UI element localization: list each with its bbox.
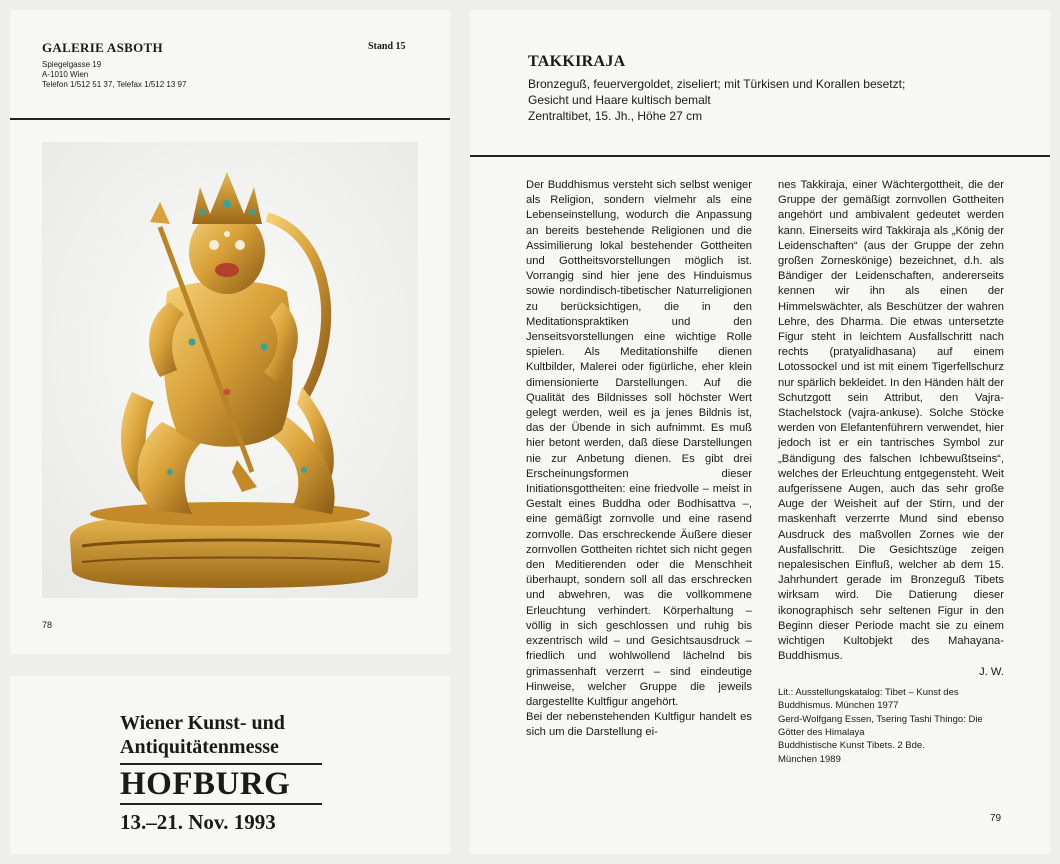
subtitle-line: Gesicht und Haare kultisch bemalt	[528, 93, 711, 107]
body-column-1	[526, 178, 752, 741]
literature-line: Gerd-Wolfgang Essen, Tsering Tashi Thingo: Die Götter des Himalaya	[778, 713, 983, 738]
stand-number: Stand 15	[368, 41, 406, 52]
literature-line: München 1989	[778, 753, 841, 765]
body-paragraph: Bei der nebenstehenden Kultfigur handelt es sich um die Darstellung ei-	[526, 711, 752, 739]
address-phone: Telefon 1/512 51 37, Telefax 1/512 13 97	[42, 80, 187, 89]
literature-line: Buddhistische Kunst Tibets. 2 Bde.	[778, 740, 925, 752]
fair-title-line1: Wiener Kunst- und	[120, 712, 285, 734]
body-paragraph: nes Takkiraja, einer Wächtergottheit, die der Gruppe der gemäßigt zornvollen Gottheiten angehört und ambivalent gedeutet werden kann. Einerseits wird Takkiraja als „König der Leidenschaften“ (aus der Gruppe der zehn großen Zorneskönige) bezeichnet, d.h. als Bändiger der Leidenschaften, andererseits kennen wir ihn als einen der Himmelswächter, als Beschützer der wahren Lehre, des Dharma. Die etwas untersetzte Figur steht in leichtem Ausfallschritt nach rechts (pratyalidhasana) auf einem Lotossockel und ist mit einem Tigerfellschurz nur spärlich bekleidet. In den Händen hält der Schutzgott sein Attribut, den Vajra-Stachelstock (vajra-ankuse). Solche Stöcke werden von Elefantenführern verwendet, hier jedoch ist er ein tantrisches Symbol zur „Bändigung des falschen Ichbewußtseins“, welches der Erleuchtung entgegensteht. Weit aufgerissene Augen, auch das sehr große Auge der Weisheit auf der Stirn, und der maskenhaft verzerrte Mund sind ebenso Ausdruck des maßvollen Zornes wie der Ausfallschritt. Die Gesichtszüge zeigen nepalesischen Einfluß, welcher ab dem 15. Jahrhundert gerade im Bronzeguß Tibets wirksam wird. Die Datierung dieser ikonographisch sehr seltenen Figur in den Beginn dieser Periode macht sie zu einem wichtigen Kultobjekt des Mahayana-Buddhismus.	[778, 179, 1004, 663]
gallery-name: GALERIE ASBOTH	[42, 40, 163, 55]
fair-title-line2: Antiquitätenmesse	[120, 736, 279, 758]
statue-photo	[42, 142, 418, 598]
fair-venue: HOFBURG	[120, 763, 322, 805]
body-column-2	[778, 178, 1004, 766]
header-rule	[470, 155, 1050, 157]
right-page	[470, 10, 1050, 854]
fair-advert	[10, 676, 450, 854]
header-rule	[10, 118, 450, 120]
address-city: A-1010 Wien	[42, 70, 89, 79]
page-number-right: 79	[990, 813, 1002, 824]
address-street: Spiegelgasse 19	[42, 60, 102, 69]
author-signature: J. W.	[979, 665, 1004, 678]
body-paragraph: Der Buddhismus versteht sich selbst weniger als Religion, sondern vielmehr als eine Lebenseinstellung, wodurch die Anpassung an bereits bestehende Religionen und die Assimilierung lokal bestehender Gottheiten und Gottheitsvorstellungen möglich ist. Vorrangig sind hier jene des Hinduismus sowie nordindisch-tibetischer Naturreligionen zu berücksichtigen, die in den Meditationspraktiken und den Jenseitsvorstellungen eine wichtige Rolle spielen. Als Meditationshilfe dienen Kultbilder, Malerei oder figürliche, eher klein dimensionierte Darstellungen. Auf die Qualität des Bildnisses soll höchster Wert gelegt werden, weil es ja jenes Bildnis ist, das der Übende in sich aufnimmt. Es muß hier betont werden, daß diese Darstellungen nie zur Anbetung dienen. Es gibt drei Erscheinungsformen dieser Initiationsgottheiten: eine friedvolle – meist in Gestalt eines Buddha oder Bodhisattva –, eine gemäßigt zornvolle und eine rasend zornvolle. Das erschreckende Äußere dieser zornvollen Gottheiten richtet sich nicht gegen den Meditierenden oder die Menschheit überhaupt, sondern soll all das erschrecken und abwehren, was die vollkommene Erleuchtung verhindert. Körperhaltung – völlig in sich geschlossen und ruhig bis exzentrisch wild – und Gesichtsausdruck – friedlich und wohlwollend lächelnd bis grimassenhaft verzerrt – sind eindeutige Hinweise, welcher Gruppe die jeweils dargestellte Kultfigur angehört.	[526, 179, 752, 708]
page-title: TAKKIRAJA	[528, 53, 626, 70]
fair-dates: 13.–21. Nov. 1993	[120, 810, 276, 834]
gilt-bronze-takkiraja-statue-icon	[42, 142, 418, 598]
subtitle-line: Zentraltibet, 15. Jh., Höhe 27 cm	[528, 109, 703, 123]
page-number-left: 78	[42, 620, 53, 630]
subtitle-line: Bronzeguß, feuervergoldet, ziseliert; mit Türkisen und Korallen besetzt;	[528, 77, 906, 91]
left-page	[10, 10, 450, 654]
literature-line: Lit.: Ausstellungskatalog: Tibet – Kunst des Buddhismus. München 1977	[778, 686, 959, 712]
